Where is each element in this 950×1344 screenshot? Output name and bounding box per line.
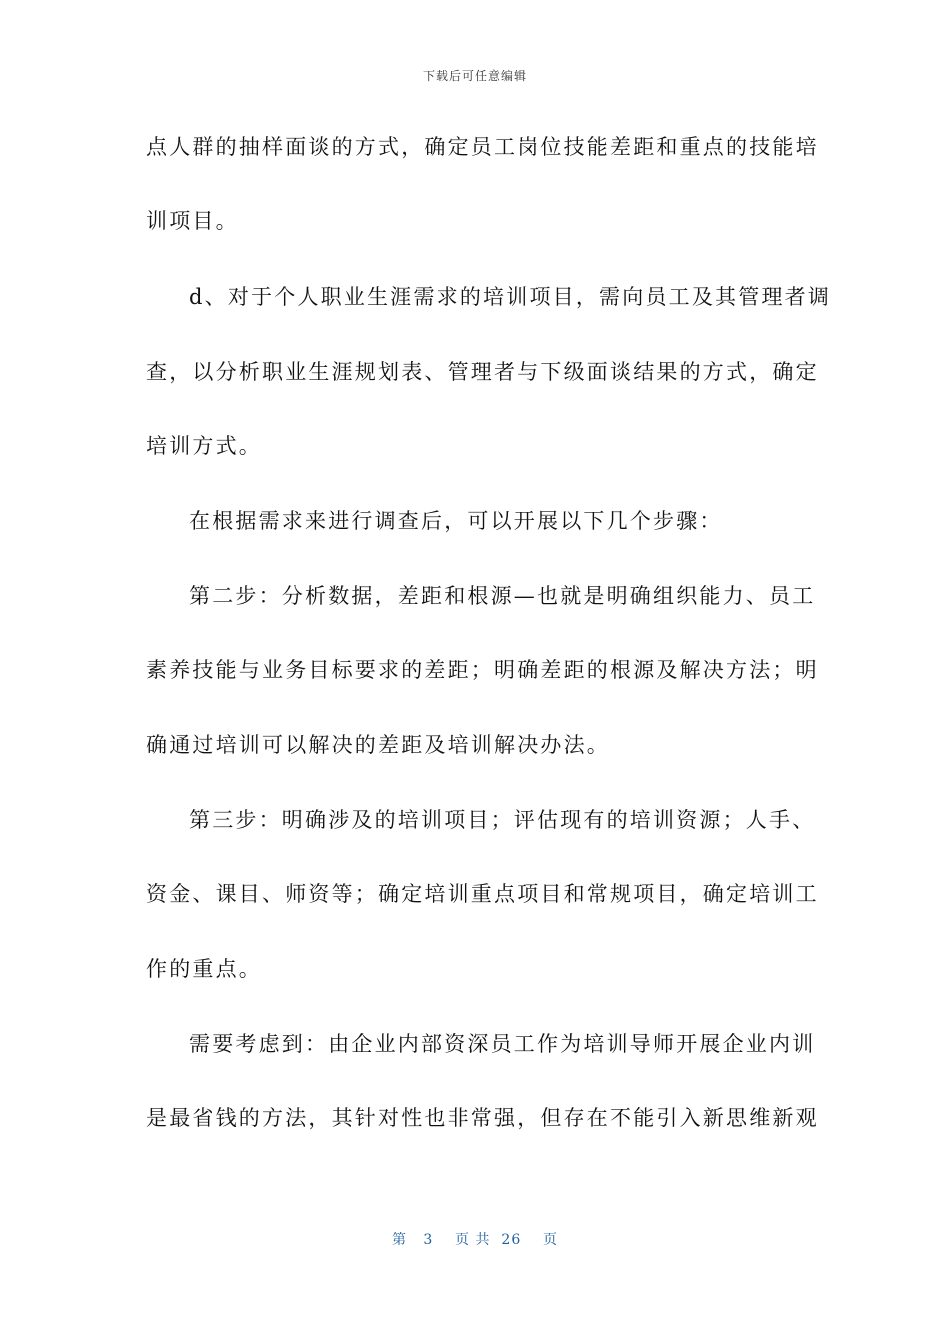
body-line: 第三步：明确涉及的培训项目；评估现有的培训资源；人手、: [189, 808, 816, 832]
footer-middle: 页 共: [455, 1232, 491, 1248]
footer-suffix: 页: [543, 1232, 559, 1248]
current-page-number: 3: [423, 1232, 434, 1248]
body-line: 第二步：分析数据，差距和根源—也就是明确组织能力、员工: [189, 584, 816, 608]
body-line: d、对于个人职业生涯需求的培训项目，需向员工及其管理者调: [189, 285, 832, 309]
page-footer: [0, 1229, 950, 1249]
body-line: 查，以分析职业生涯规划表、管理者与下级面谈结果的方式，确定: [146, 360, 819, 384]
total-pages-number: 26: [501, 1232, 522, 1248]
body-line: 训项目。: [146, 209, 239, 233]
body-line: 资金、课目、师资等；确定培训重点项目和常规项目，确定培训工: [146, 882, 819, 906]
body-line: 作的重点。: [146, 957, 262, 981]
body-line: 培训方式。: [146, 434, 262, 458]
footer-prefix: 第: [391, 1232, 407, 1248]
body-line: 确通过培训可以解决的差距及培训解决办法。: [146, 733, 610, 757]
page-header: 下载后可任意编辑: [422, 69, 527, 83]
body-line: 需要考虑到：由企业内部资深员工作为培训导师开展企业内训: [189, 1032, 816, 1056]
body-line: 在根据需求来进行调查后，可以开展以下几个步骤：: [189, 509, 723, 533]
body-line: 素养技能与业务目标要求的差距；明确差距的根源及解决方法；明: [146, 658, 819, 682]
body-line: 是最省钱的方法，其针对性也非常强，但存在不能引入新思维新观: [146, 1106, 819, 1130]
body-line: 点人群的抽样面谈的方式，确定员工岗位技能差距和重点的技能培: [146, 135, 819, 159]
